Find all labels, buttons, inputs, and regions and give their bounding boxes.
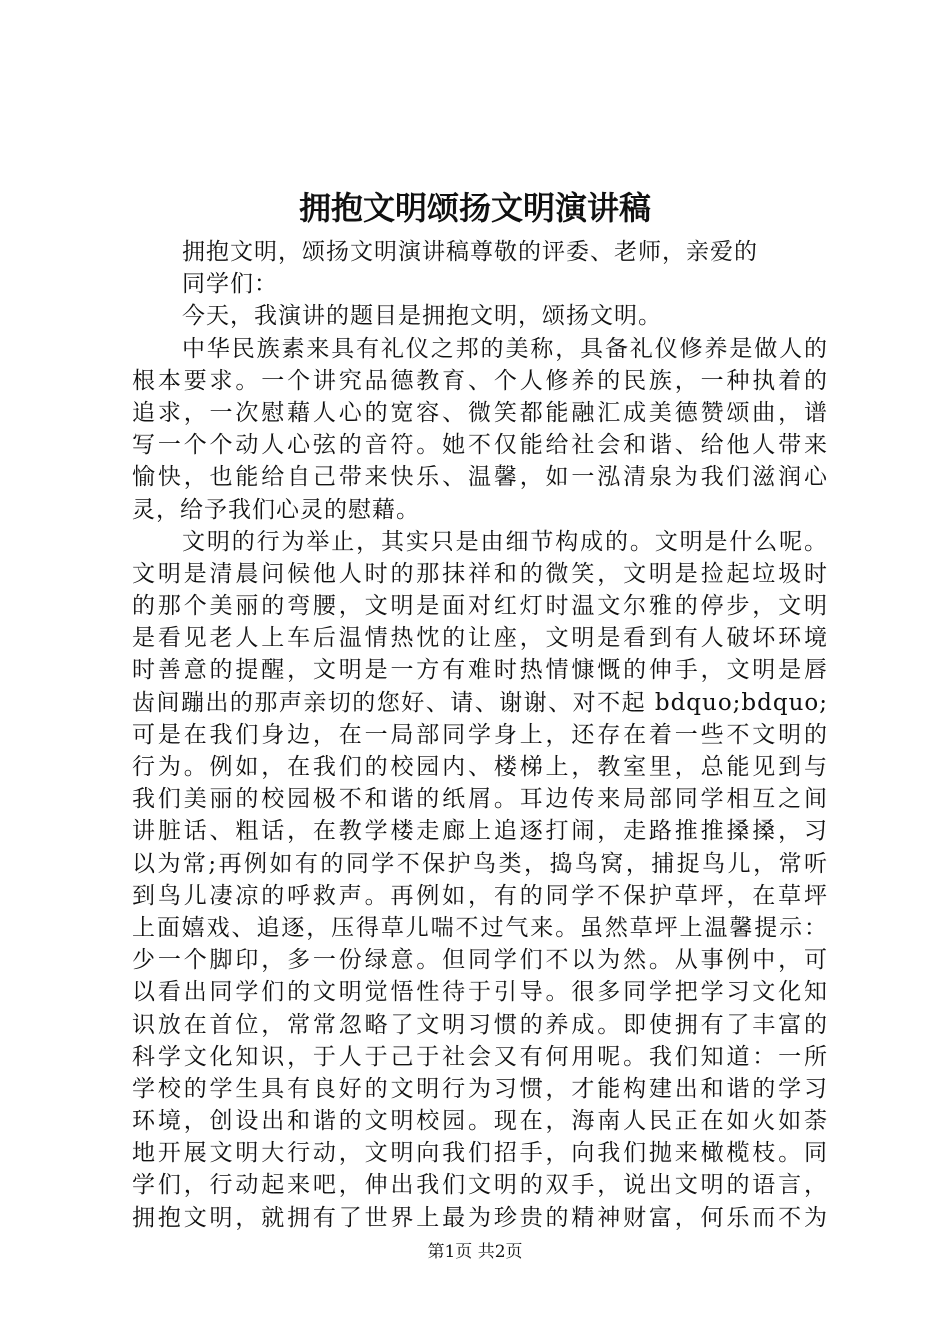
paragraph-line: 以为常;再例如有的同学不保护鸟类，捣鸟窝，捕捉鸟儿，常听 <box>132 850 828 877</box>
paragraph-line: 齿间蹦出的那声亲切的您好、请、谢谢、对不起 bdquo;bdquo; <box>132 689 828 716</box>
paragraph-line: 以看出同学们的文明觉悟性待于引导。很多同学把学习文化知 <box>132 979 828 1006</box>
paragraph-line: 中华民族素来具有礼仪之邦的美称，具备礼仪修养是做人的 <box>182 335 828 362</box>
paragraph-line: 地开展文明大行动，文明向我们招手，向我们抛来橄榄枝。同 <box>132 1140 828 1167</box>
paragraph-line: 可是在我们身边，在一局部同学身上，还存在着一些不文明的 <box>132 721 828 748</box>
intro-block <box>182 236 802 333</box>
paragraph-2 <box>132 333 828 1234</box>
paragraph-line: 到鸟儿凄凉的呼救声。再例如，有的同学不保护草坪，在草坪 <box>132 882 828 909</box>
paragraph-line: 上面嬉戏、追逐，压得草儿喘不过气来。虽然草坪上温馨提示： <box>132 914 828 941</box>
paragraph-line: 拥抱文明，就拥有了世界上最为珍贵的精神财富，何乐而不为 <box>132 1204 828 1231</box>
paragraph-line: 根本要求。一个讲究品德教育、个人修养的民族，一种执着的 <box>132 367 828 394</box>
intro-line: 拥抱文明，颂扬文明演讲稿尊敬的评委、老师，亲爱的 <box>182 239 758 265</box>
paragraph-line: 少一个脚印，多一份绿意。但同学们不以为然。从事例中，可 <box>132 947 828 974</box>
intro-line: 同学们： <box>182 271 278 298</box>
paragraph-line: 是看见老人上车后温情热忱的让座，文明是看到有人破坏环境 <box>132 625 828 652</box>
page-footer: 第1页 共2页 <box>427 1242 523 1262</box>
paragraph-line: 写一个个动人心弦的音符。她不仅能给社会和谐、给他人带来 <box>132 432 828 459</box>
paragraph-line: 环境，创设出和谐的文明校园。现在，海南人民正在如火如荼 <box>132 1108 828 1135</box>
paragraph-line: 愉快，也能给自己带来快乐、温馨，如一泓清泉为我们滋润心 <box>132 464 828 491</box>
paragraph-line: 科学文化知识，于人于己于社会又有何用呢。我们知道：一所 <box>132 1043 828 1070</box>
paragraph-line: 的那个美丽的弯腰，文明是面对红灯时温文尔雅的停步，文明 <box>132 593 828 620</box>
paragraph-line: 追求，一次慰藉人心的宽容、微笑都能融汇成美德赞颂曲，谱 <box>132 399 828 426</box>
paragraph-line: 行为。例如，在我们的校园内、楼梯上，教室里，总能见到与 <box>132 754 828 781</box>
paragraph-line: 讲脏话、粗话，在教学楼走廊上追逐打闹，走路推推搡搡，习 <box>132 818 828 845</box>
paragraph-line: 文明的行为举止，其实只是由细节构成的。文明是什么呢。 <box>182 528 828 555</box>
paragraph-line: 学校的学生具有良好的文明行为习惯，才能构建出和谐的学习 <box>132 1075 828 1102</box>
paragraph-line: 时善意的提醒，文明是一方有难时热情慷慨的伸手，文明是唇 <box>132 657 828 684</box>
paragraph-line: 灵，给予我们心灵的慰藉。 <box>132 496 420 523</box>
paragraph-line: 识放在首位，常常忽略了文明习惯的养成。即使拥有了丰富的 <box>132 1011 828 1038</box>
paragraph-line: 学们，行动起来吧，伸出我们文明的双手，说出文明的语言， <box>132 1172 828 1199</box>
document-title: 拥抱文明颂扬文明演讲稿 <box>298 189 651 227</box>
paragraph-line: 我们美丽的校园极不和谐的纸屑。耳边传来局部同学相互之间 <box>132 786 828 813</box>
paragraph-line: 文明是清晨问候他人时的那抹祥和的微笑，文明是捡起垃圾时 <box>132 560 828 587</box>
paragraph-line: 今天，我演讲的题目是拥抱文明，颂扬文明。 <box>182 303 662 330</box>
